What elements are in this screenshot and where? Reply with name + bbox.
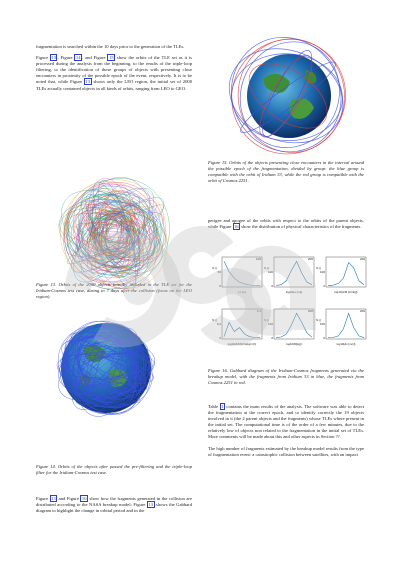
panel-tick-mid: 0.2 [216, 322, 221, 326]
panel-tick-bottom: 0 [323, 336, 325, 340]
figure-13-caption: Figure 13. Orbits of the 2000 objects initially included in the TLE set for the Iridium-Cosmos test case, during to 7 days after the collision (focus on the LEO region). [36, 282, 192, 300]
figure-13-orbits [34, 188, 194, 280]
panel-xlabel: log10(M[kg]) [286, 342, 302, 346]
figure-16-caption: Figure 16. Gabbard diagram of the Iridium-Cosmos fragments generated via the breakup model, with the fragments from Iridium 33 in blue, the fragments from Cosmos 2251 in red. [208, 368, 364, 386]
paragraph-perigee-apogee: perigee and apogee of the orbits with respect to the orbits of the parent objects, while Figure 16 show the distribution of physical characteristics of the fragments. [208, 218, 364, 230]
panel-xlabel: log10(A/M)(rho(kg/m³)) [227, 342, 257, 346]
right-column-middle [208, 218, 364, 235]
panel-tick-bottom: 0 [219, 336, 221, 340]
panel-tick-top: 0.4 [256, 309, 261, 313]
ref-figure-13d[interactable]: 13 [148, 502, 154, 508]
figure-15-globe [224, 30, 354, 158]
panel-frame [222, 257, 262, 287]
panel-ylabel: N [-] [212, 319, 217, 322]
ref-figure-15[interactable]: 15 [108, 55, 114, 61]
panel-tick-mid: 100 [267, 270, 273, 274]
ref-figure-16[interactable]: 16 [81, 496, 87, 501]
ref-figure-13b[interactable]: 13 [85, 79, 91, 85]
ref-figure-14[interactable]: 14 [75, 55, 81, 61]
panel-tick-bottom: 0 [271, 336, 273, 340]
panel-ylabel: N [-] [212, 267, 217, 270]
panel-tick-bottom: 0 [323, 284, 325, 288]
panel-xlabel: log10(Lc [m]) [285, 290, 303, 294]
panel-tick-top: 200 [359, 309, 365, 313]
left-column-top [36, 44, 192, 97]
ref-figure-16b[interactable]: 16 [234, 224, 239, 230]
panel-ylabel: N [-] [264, 319, 269, 322]
panel-tick-top: 200 [307, 309, 313, 313]
panel-frame [274, 309, 314, 339]
left-column-bottom [36, 496, 192, 519]
paragraph-intro: fragmentation is searched within the 10 days prior to the generation of the TLEs. [36, 44, 185, 49]
panel-tick-bottom: 0 [219, 284, 221, 288]
panel-xlabel: log10(A/M [m²/kg]) [334, 290, 358, 294]
panel-tick-top: 200 [359, 257, 365, 261]
panel-frame [222, 309, 262, 339]
figure-16-graphic [214, 253, 364, 365]
figure-14-graphic [56, 318, 156, 418]
panel-ylabel: N [-] [264, 267, 269, 270]
panel-tick-mid: 50 [217, 270, 221, 274]
ref-figure-13c[interactable]: 13 [51, 496, 56, 501]
paragraph-table-results: Table 1 contains the main results of the analysis. The software was able to detect the fragmentation at the correct epoch, and to identify correctly the 19 objects involved in it (the 2 parent objects and the fragments) whose TLEs where present in the initial set. The computational time is of the order of a few minutes, due to the relatively low of objects non related to the fragmentation in the initial set of TLEs. More comments will be made about this and other aspects in Section ??. [208, 404, 364, 440]
panel-tick-top: 100 [255, 257, 261, 261]
ref-figure-13[interactable]: 13 [51, 55, 56, 61]
panel-tick-mid: 100 [267, 322, 273, 326]
right-column-bottom [208, 404, 364, 463]
ref-table-1[interactable]: 1 [221, 404, 224, 409]
figure-16-panels [214, 253, 364, 370]
paragraph-high-number: The high number of fragments estimated by the breakup model results from the type of fragmentation event: a catastrophic collision between satellites, with an impact [208, 445, 364, 457]
figure-14-caption: Figure 14. Orbits of the objects after passed the pre-filtering and the triple-loop filter for the Iridium-Cosmos test case. [36, 464, 192, 476]
panel-xlabel: log10(Δv [m/s]) [336, 342, 356, 346]
panel-xlabel: Lc [m] [238, 290, 246, 294]
panel-tick-mid: 100 [319, 322, 325, 326]
panel-ylabel: N [-] [316, 267, 321, 270]
panel-frame [326, 257, 366, 287]
panel-frame [326, 309, 366, 339]
panel-tick-mid: 100 [319, 270, 325, 274]
figure-15-caption: Figure 15. Orbits of the objects presenting close encounters in the interval around the possible epoch of the fragmentation, divided by group: the blue group is compatible with the orbit of Iridium 33, while the red group is compatible with the orbit of Cosmos 2251. [208, 160, 364, 184]
panel-tick-top: 200 [307, 257, 313, 261]
figure-14-globe [56, 318, 156, 418]
paragraph-figures-overview: Figure 13 , Figure 14 , and Figure 15 show the orbits of the TLE set as it is processed during the analysis from the beginning, to the results of the triple-loop filtering, to the identification of those groups of objects with presenting close encounters in proximity of the possible epoch of the event, respectively. It is to be noted that, while Figure 13 shows only the LEO region, the initial set of 2000 TLEs actually contained objects in all kinds of orbits, ranging from LEO to GEO. [36, 55, 192, 91]
figure-13-graphic [34, 188, 194, 280]
panel-tick-bottom: 0 [271, 284, 273, 288]
panel-ylabel: N [-] [316, 319, 321, 322]
figure-15-graphic [224, 30, 354, 158]
paragraph-breakup-model: Figure 13 and Figure 16 show how the fragments generated in the collision are distributed according to the NASA breakup model: Figure 13 shows the Gabbard diagram to highlight the change in orbital period and in the [36, 496, 192, 514]
